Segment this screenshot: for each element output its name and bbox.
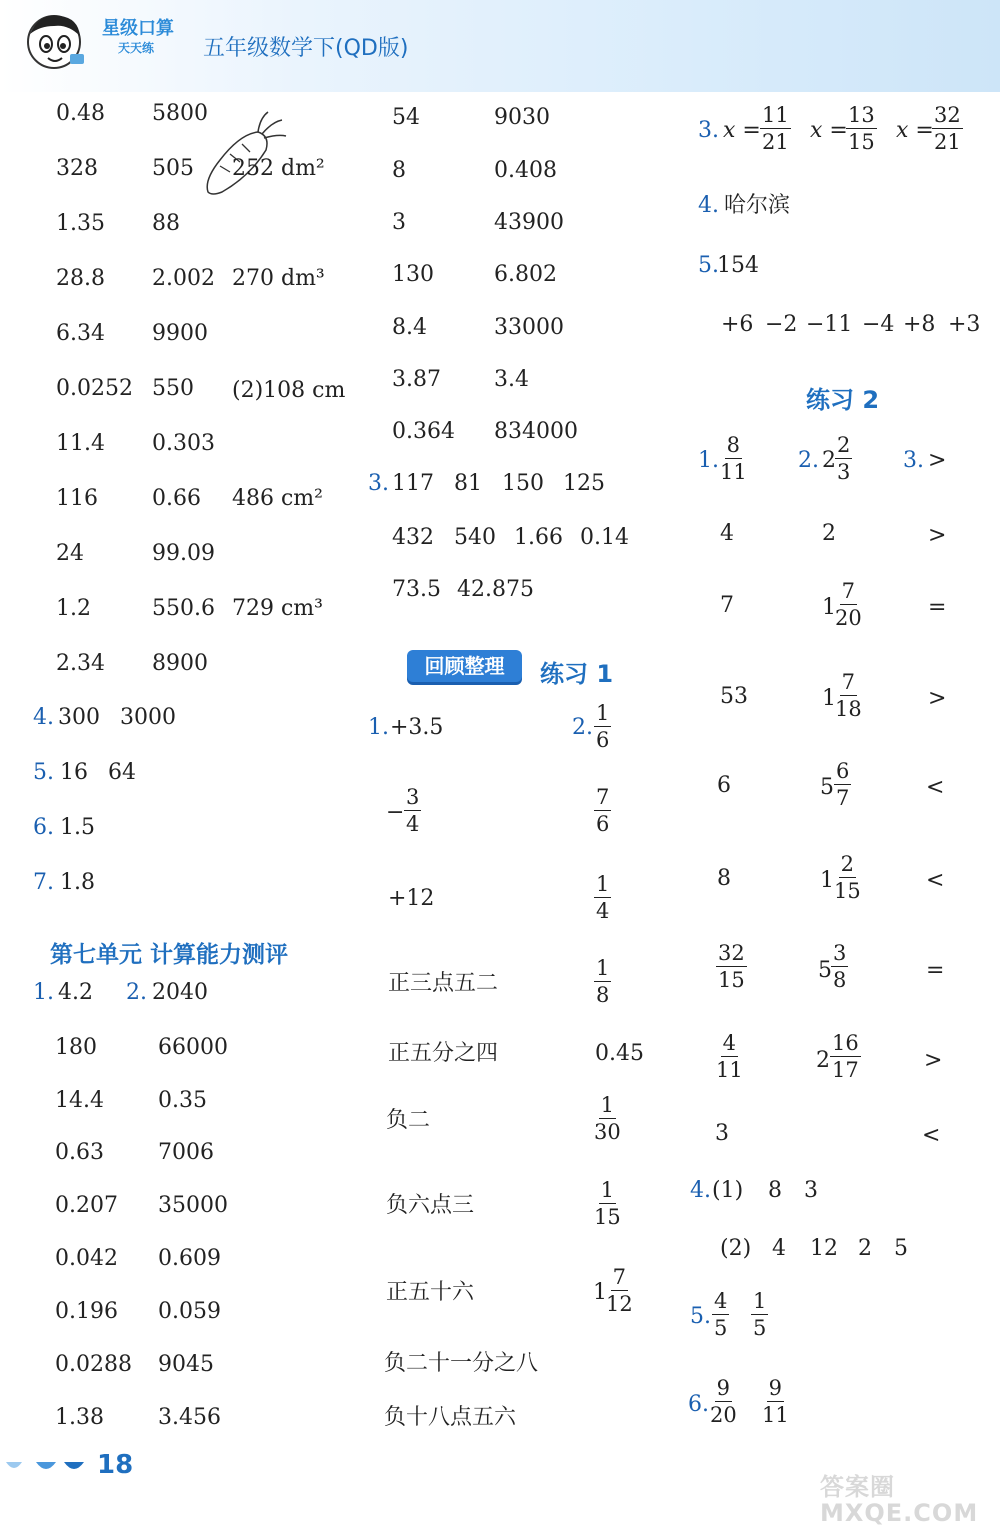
numerator: 1 — [594, 873, 611, 898]
cell: 0.042 — [55, 1246, 118, 1271]
cell: 486 cm² — [232, 486, 323, 511]
cell: 130 — [392, 262, 434, 287]
cell: 8 — [717, 866, 731, 891]
cell: 0.364 — [392, 419, 455, 444]
comparison-sign: = — [928, 595, 947, 620]
fraction — [716, 942, 747, 991]
mascot-logo — [20, 8, 90, 78]
cell: 4 — [772, 1236, 786, 1261]
section-title-unit7: 第七单元 计算能力测评 — [50, 942, 289, 968]
fraction — [594, 786, 611, 835]
whole-part: 2 — [816, 1048, 830, 1073]
numerator: 11 — [760, 104, 791, 129]
cell: 0.303 — [152, 431, 215, 456]
denominator: 20 — [710, 1403, 737, 1428]
q3-label: 3. — [368, 471, 389, 496]
denominator: 7 — [836, 786, 850, 811]
comparison-sign: > — [928, 448, 947, 473]
cell: (1) — [712, 1178, 744, 1203]
cell: 4.2 — [58, 980, 93, 1005]
fraction — [835, 434, 852, 483]
cell: 9030 — [494, 105, 550, 130]
cell: +3.5 — [390, 715, 444, 740]
cell: 2040 — [152, 980, 208, 1005]
whole-part: 2 — [822, 448, 836, 473]
q1-label: 1. — [698, 448, 719, 473]
cell: 6.802 — [494, 262, 557, 287]
denominator: 11 — [716, 1058, 743, 1083]
q3-label: 3. — [698, 118, 719, 143]
numerator: 3 — [404, 786, 421, 811]
comparison-sign: = — [926, 958, 945, 983]
numerator: 7 — [611, 1266, 628, 1291]
cell: 3 — [804, 1178, 818, 1203]
cell: 125 — [563, 471, 605, 496]
cell: 0.66 — [152, 486, 201, 511]
comparison-sign: < — [926, 775, 945, 800]
fraction — [594, 1179, 621, 1228]
comparison-sign: < — [926, 868, 945, 893]
cell: 正五分之四 — [388, 1041, 499, 1066]
cell: 5800 — [152, 101, 208, 126]
cell: +8 — [903, 312, 936, 337]
denominator: 5 — [714, 1316, 728, 1341]
fraction — [720, 434, 747, 483]
cell: 8.4 — [392, 315, 427, 340]
cell: 3.456 — [158, 1405, 221, 1430]
fraction — [594, 957, 611, 1006]
cell: 11.4 — [56, 431, 105, 456]
numerator: 1 — [594, 702, 611, 727]
comparison-sign: > — [928, 523, 947, 548]
cell: 负二 — [386, 1108, 431, 1133]
q5-label: 5. — [690, 1304, 711, 1329]
fraction — [594, 702, 611, 751]
cell: 1.38 — [55, 1405, 104, 1430]
cell: (2) — [720, 1236, 752, 1261]
cell: 3000 — [120, 705, 176, 730]
cell: 300 — [58, 705, 100, 730]
numerator: 16 — [830, 1032, 861, 1057]
cell: 54 — [392, 105, 420, 130]
variable: x = — [723, 118, 761, 143]
cell: 负六点三 — [386, 1193, 475, 1218]
cell: 550.6 — [152, 596, 215, 621]
fraction — [712, 1290, 729, 1339]
q6-label: 6. — [33, 815, 54, 840]
cell: 505 — [152, 156, 194, 181]
cell: 73.5 — [392, 577, 441, 602]
review-badge: 回顾整理 — [407, 650, 522, 682]
cell: 180 — [55, 1035, 97, 1060]
cell: 42.875 — [457, 577, 534, 602]
cell: 116 — [56, 486, 98, 511]
q2-label: 2. — [126, 980, 147, 1005]
denominator: 15 — [848, 130, 875, 155]
q5-label: 5. — [33, 760, 54, 785]
cell: 1.35 — [56, 211, 105, 236]
fraction — [594, 873, 611, 922]
fraction — [606, 1266, 633, 1315]
numerator: 9 — [715, 1377, 732, 1402]
cell: 0.14 — [580, 525, 629, 550]
numerator: 1 — [599, 1094, 616, 1119]
cell: 0.48 — [56, 101, 105, 126]
cell: +3 — [948, 312, 981, 337]
cell: 252 dm² — [232, 156, 325, 181]
cell: +12 — [388, 886, 435, 911]
cell: 负十八点五六 — [384, 1405, 517, 1430]
fraction — [835, 671, 862, 720]
cell: 834000 — [494, 419, 578, 444]
cell: 6 — [717, 773, 731, 798]
fraction — [835, 580, 862, 629]
cell: 0.408 — [494, 158, 557, 183]
cell: 66000 — [158, 1035, 228, 1060]
numerator: 9 — [767, 1377, 784, 1402]
denominator: 8 — [833, 968, 847, 993]
cell: 1.66 — [514, 525, 563, 550]
fraction — [762, 1377, 789, 1426]
cell: 99.09 — [152, 541, 215, 566]
numerator: 3 — [831, 942, 848, 967]
cell: 432 — [392, 525, 434, 550]
numerator: 7 — [594, 786, 611, 811]
cell: 0.609 — [158, 1246, 221, 1271]
fraction — [834, 760, 851, 809]
variable: x = — [896, 118, 934, 143]
fraction — [932, 104, 963, 153]
q4-label: 4. — [690, 1178, 711, 1203]
cell: 43900 — [494, 210, 564, 235]
numerator: 2 — [839, 853, 856, 878]
cell: 7 — [720, 593, 734, 618]
denominator: 8 — [596, 983, 610, 1008]
q1-label: 1. — [33, 980, 54, 1005]
cell: 150 — [502, 471, 544, 496]
denominator: 3 — [837, 460, 851, 485]
whole-part: 1 — [822, 686, 836, 711]
cell: 0.207 — [55, 1193, 118, 1218]
q2-label: 2. — [798, 448, 819, 473]
cell: 4 — [720, 521, 734, 546]
cell: 117 — [392, 471, 434, 496]
footer-dots-icon — [4, 1456, 90, 1476]
brand-logo-subtext: 天天练 — [118, 41, 155, 55]
q5-label: 5. — [698, 253, 719, 278]
denominator: 6 — [596, 728, 610, 753]
page-number: 18 — [97, 1450, 134, 1480]
comparison-sign: > — [928, 686, 947, 711]
cell: 3 — [715, 1121, 729, 1146]
q4-label: 4. — [33, 705, 54, 730]
fraction — [830, 1032, 861, 1081]
cell: 328 — [56, 156, 98, 181]
numerator: 4 — [712, 1290, 729, 1315]
denominator: 15 — [718, 968, 745, 993]
cell: 2 — [858, 1236, 872, 1261]
cell: 154 — [717, 253, 759, 278]
comparison-sign: > — [924, 1048, 943, 1073]
q1-label: 1. — [368, 715, 389, 740]
cell: 540 — [454, 525, 496, 550]
cell: 3.87 — [392, 367, 441, 392]
cell: 正三点五二 — [388, 971, 499, 996]
neg-sign: − — [386, 800, 405, 825]
fraction — [834, 853, 861, 902]
q4-label: 4. — [698, 193, 719, 218]
cell: 2.34 — [56, 651, 105, 676]
numerator: 7 — [840, 671, 857, 696]
cell: 1.8 — [60, 870, 95, 895]
cell: 88 — [152, 211, 180, 236]
denominator: 11 — [720, 460, 747, 485]
cell: 8 — [392, 158, 406, 183]
cell: (2)108 cm — [232, 378, 346, 403]
cell: 81 — [454, 471, 482, 496]
whole-part: 1 — [593, 1280, 607, 1305]
brand-logo-text: 星级口算 — [102, 18, 174, 39]
cell: 9900 — [152, 321, 208, 346]
numerator: 1 — [594, 957, 611, 982]
cell: 6.34 — [56, 321, 105, 346]
cell: −2 — [765, 312, 798, 337]
cell: 12 — [810, 1236, 838, 1261]
fraction — [760, 104, 791, 153]
cell: 28.8 — [56, 266, 105, 291]
comparison-sign: < — [922, 1123, 941, 1148]
denominator: 4 — [596, 899, 610, 924]
whole-part: 1 — [820, 868, 834, 893]
cell: 负二十一分之八 — [384, 1351, 539, 1376]
cell: 16 — [60, 760, 88, 785]
denominator: 4 — [406, 812, 420, 837]
denominator: 11 — [762, 1403, 789, 1428]
denominator: 12 — [606, 1292, 633, 1317]
cell: 33000 — [494, 315, 564, 340]
numerator: 32 — [932, 104, 963, 129]
cell: 5 — [894, 1236, 908, 1261]
cell: 8 — [768, 1178, 782, 1203]
cell: 0.196 — [55, 1299, 118, 1324]
section-title-practice2: 练习 2 — [806, 386, 880, 414]
cell: 正五十六 — [386, 1280, 475, 1305]
numerator: 6 — [834, 760, 851, 785]
numerator: 32 — [716, 942, 747, 967]
cell: 0.059 — [158, 1299, 221, 1324]
cell: 2.002 — [152, 266, 215, 291]
cell: 3 — [392, 210, 406, 235]
q7-label: 7. — [33, 870, 54, 895]
cell: 729 cm³ — [232, 596, 323, 621]
numerator: 2 — [835, 434, 852, 459]
numerator: 1 — [599, 1179, 616, 1204]
cell: 7006 — [158, 1140, 214, 1165]
fraction — [751, 1290, 768, 1339]
numerator: 7 — [840, 580, 857, 605]
cell: 8900 — [152, 651, 208, 676]
section-title-practice1: 练习 1 — [540, 660, 614, 688]
watermark: 答案圈 MXQE.COM — [820, 1473, 979, 1528]
cell: 0.63 — [55, 1140, 104, 1165]
denominator: 21 — [934, 130, 961, 155]
cell: 270 dm³ — [232, 266, 325, 291]
cell: 35000 — [158, 1193, 228, 1218]
cell: −4 — [862, 312, 895, 337]
page-header-title: 五年级数学下(QD版) — [203, 36, 409, 61]
cell: +6 — [721, 312, 754, 337]
denominator: 6 — [596, 812, 610, 837]
cell: 0.0288 — [55, 1352, 132, 1377]
denominator: 15 — [834, 879, 861, 904]
whole-part: 5 — [818, 958, 832, 983]
whole-part: 5 — [820, 775, 834, 800]
cell: −11 — [806, 312, 853, 337]
denominator: 20 — [835, 606, 862, 631]
numerator: 8 — [725, 434, 742, 459]
cell: 550 — [152, 376, 194, 401]
q2-label: 2. — [572, 715, 593, 740]
cell: 2 — [822, 521, 836, 546]
fraction — [404, 786, 421, 835]
q3-label: 3. — [903, 448, 924, 473]
cell: 哈尔滨 — [724, 193, 791, 218]
cell: 0.35 — [158, 1088, 207, 1113]
q6-label: 6. — [688, 1392, 709, 1417]
denominator: 17 — [832, 1058, 859, 1083]
fraction — [846, 104, 877, 153]
numerator: 13 — [846, 104, 877, 129]
carrot-doodle-icon — [200, 110, 290, 200]
denominator: 15 — [594, 1205, 621, 1230]
whole-part: 1 — [822, 595, 836, 620]
numerator: 1 — [751, 1290, 768, 1315]
cell: 0.0252 — [56, 376, 133, 401]
fraction — [716, 1032, 743, 1081]
cell: 9045 — [158, 1352, 214, 1377]
cell: 64 — [108, 760, 136, 785]
cell: 53 — [720, 684, 748, 709]
cell: 1.2 — [56, 596, 91, 621]
cell: 0.45 — [595, 1041, 644, 1066]
variable: x = — [810, 118, 848, 143]
numerator: 4 — [721, 1032, 738, 1057]
fraction — [594, 1094, 621, 1143]
denominator: 18 — [835, 697, 862, 722]
cell: 14.4 — [55, 1088, 104, 1113]
cell: 1.5 — [60, 815, 95, 840]
cell: 3.4 — [494, 367, 529, 392]
denominator: 30 — [594, 1120, 621, 1145]
denominator: 21 — [762, 130, 789, 155]
fraction — [710, 1377, 737, 1426]
fraction — [831, 942, 848, 991]
denominator: 5 — [753, 1316, 767, 1341]
cell: 24 — [56, 541, 84, 566]
